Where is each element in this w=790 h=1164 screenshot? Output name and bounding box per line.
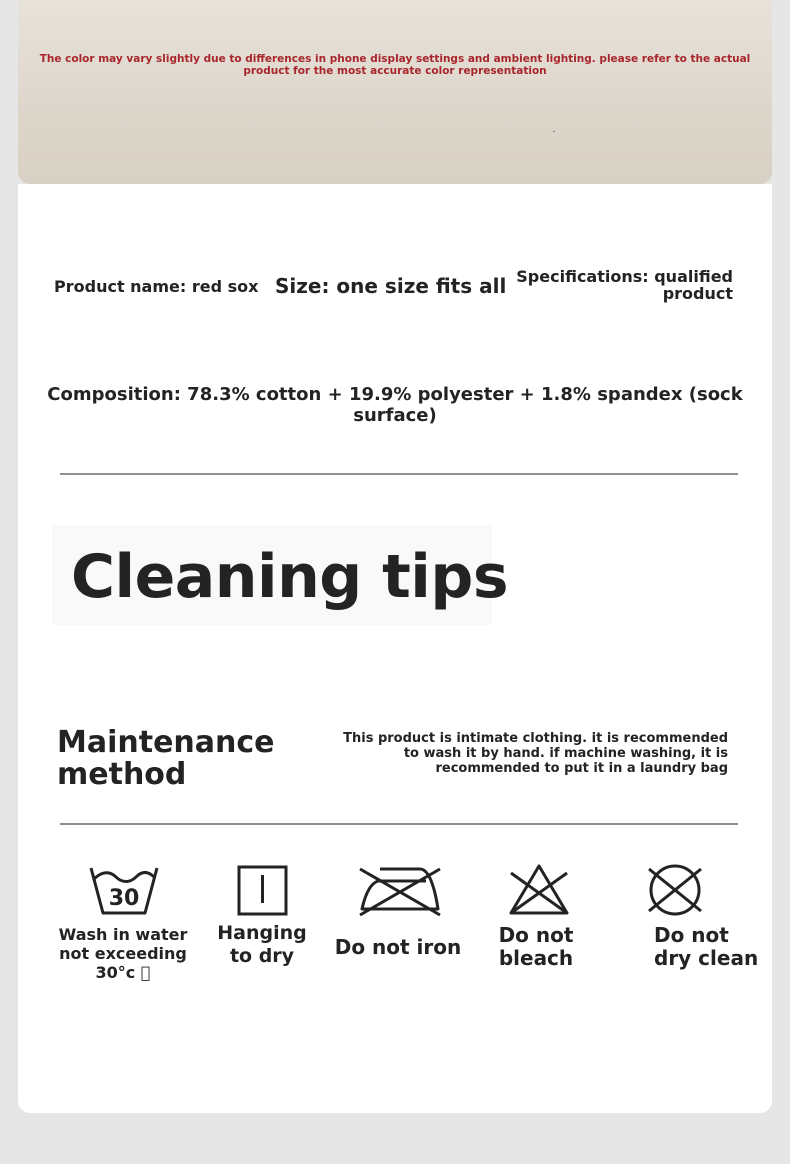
hang-dry-icon	[237, 865, 289, 917]
product-photo-banner	[18, 0, 772, 184]
wash-30-icon	[88, 863, 160, 919]
info-card	[18, 184, 772, 1113]
product-composition: Composition: 78.3% cotton + 19.9% polyester + 1.8% spandex (sock surface)	[47, 384, 743, 426]
product-size: Size: one size fits all	[275, 274, 507, 298]
do-not-iron-icon	[358, 863, 442, 921]
wash-temperature: 30	[108, 886, 140, 911]
do-not-bleach-label: Do not bleach	[498, 923, 574, 970]
product-name: Product name: red sox	[54, 277, 259, 296]
do-not-dry-clean-label: Do not dry clean	[654, 923, 759, 970]
do-not-dry-clean-icon	[646, 863, 704, 917]
hang-dry-label: Hanging to dry	[217, 922, 307, 967]
divider	[60, 823, 738, 825]
do-not-iron-label: Do not iron	[334, 935, 462, 959]
color-disclaimer: The color may vary slightly due to differences in phone display settings and ambient lighting. please refer to the actual product for the most accurate color representation	[39, 53, 751, 77]
product-specifications: Specifications: qualified product	[516, 267, 733, 303]
wash-label: Wash in water not exceeding 30°c  	[58, 925, 188, 982]
do-not-bleach-icon	[507, 863, 571, 917]
maintenance-method-title: Maintenance method	[57, 725, 275, 792]
speck	[553, 131, 555, 132]
divider	[60, 473, 738, 475]
cleaning-tips-title: Cleaning tips	[71, 542, 509, 612]
maintenance-note: This product is intimate clothing. it is recommended to wash it by hand. if machine washing, it is recommended to put it in a laundry bag	[343, 731, 728, 776]
